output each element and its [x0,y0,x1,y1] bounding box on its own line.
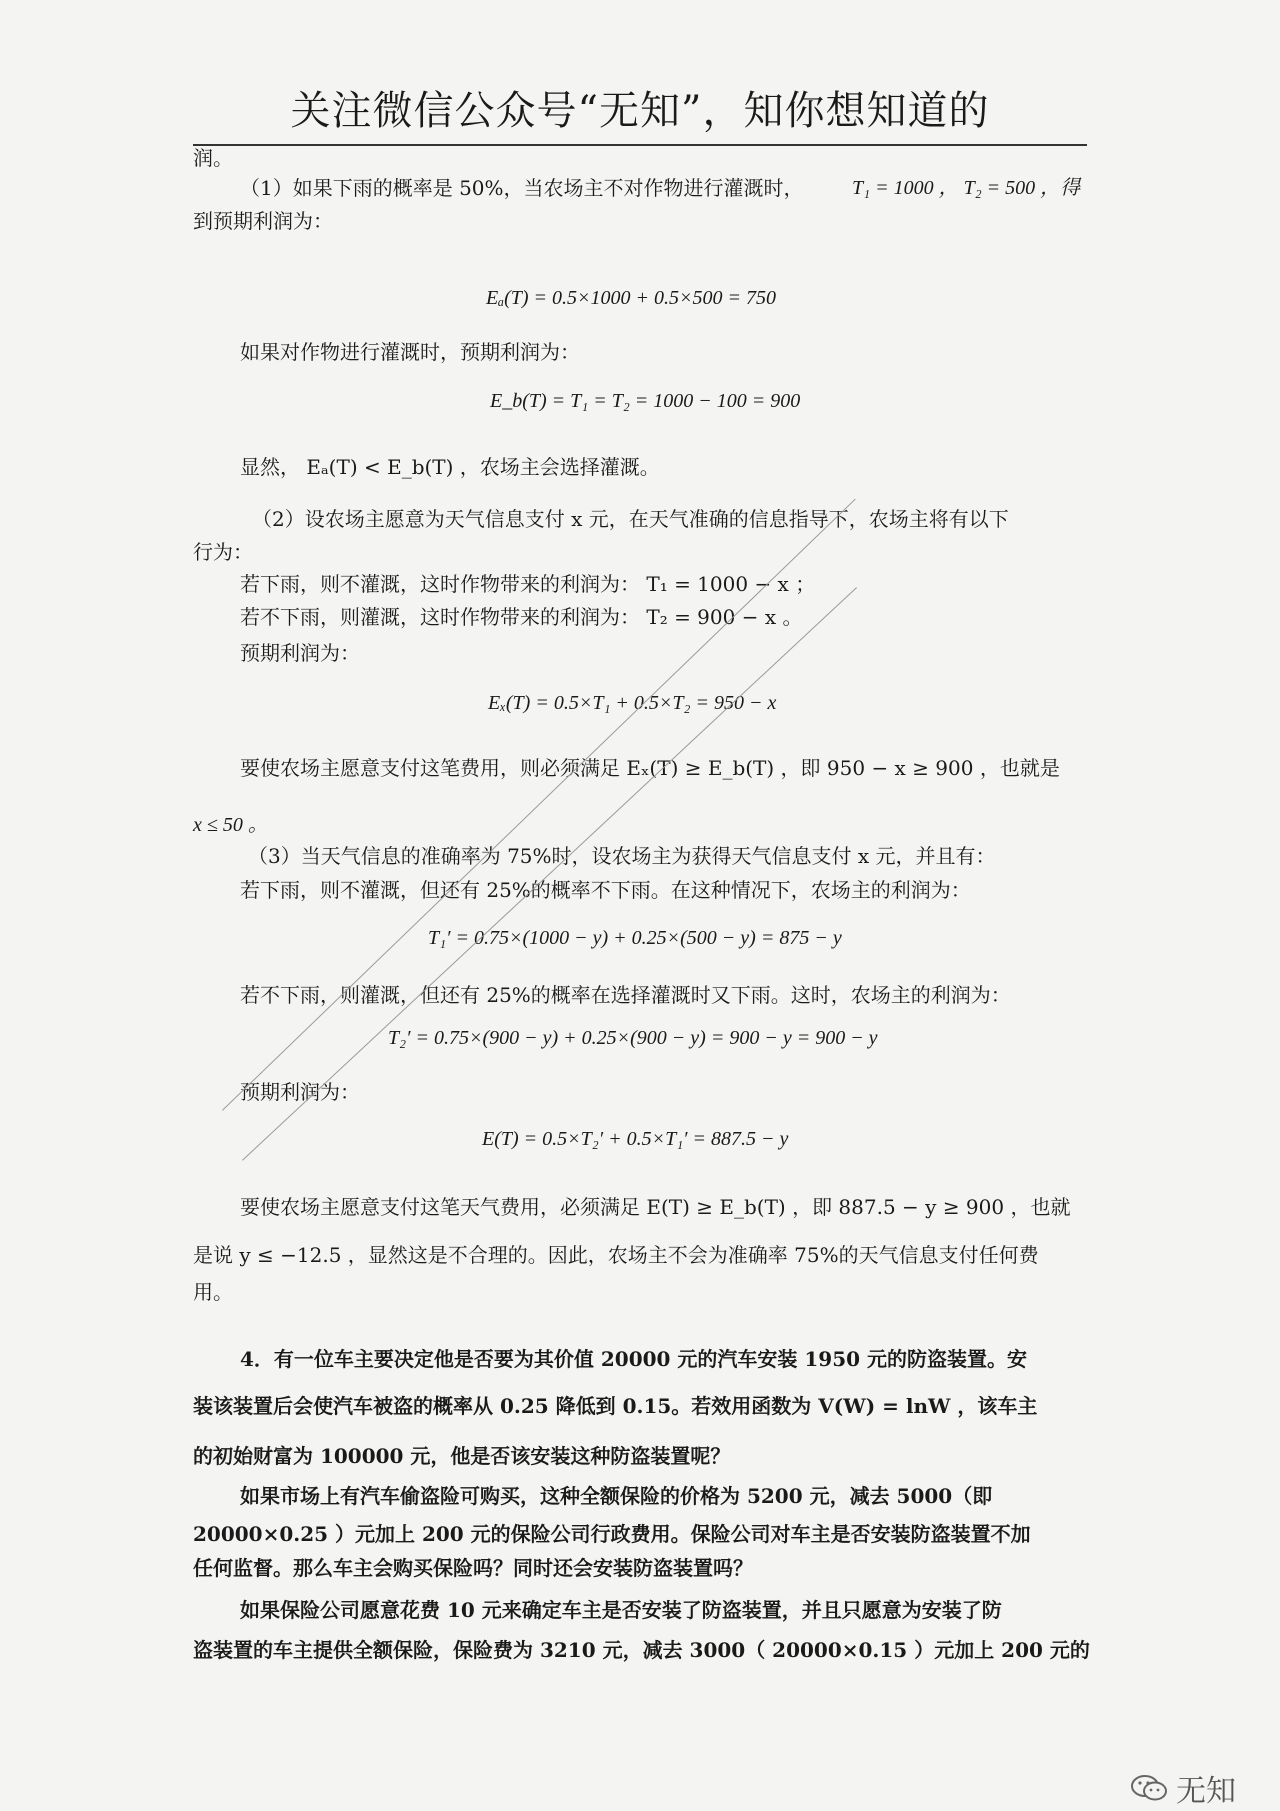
text-line: （3）当天气信息的准确率为 75%时，设农场主为获得天气信息支付 x 元，并且有： [248,844,996,868]
scan-line [242,587,857,1161]
text-line: 行为： [193,540,253,564]
text-line: 要使农场主愿意支付这笔天气费用，必须满足 E(T) ≥ E_b(T) ，即 887.5 − y ≥ 900 ，也就 [240,1195,1071,1219]
equation: E(T) = 0.5×T₂′ + 0.5×T₁′ = 887.5 − y [482,1128,789,1150]
header-rule [193,144,1087,146]
question-line: 如果保险公司愿意花费 10 元来确定车主是否安装了防盗装置，并且只愿意为安装了防 [240,1598,1002,1622]
text-line: 要使农场主愿意支付这笔费用，则必须满足 Eₓ(T) ≥ E_b(T) ，即 950 − x ≥ 900 ，也就是 [240,756,1060,780]
equation: E_b(T) = T₁ = T₂ = 1000 − 100 = 900 [490,390,801,412]
question-line: 的初始财富为 100000 元，他是否该安装这种防盗装置呢？ [193,1444,731,1468]
text-line: 润。 [193,146,233,170]
text-line: 若不下雨，则灌溉，但还有 25%的概率在选择灌溉时又下雨。这时，农场主的利润为： [240,983,1011,1007]
text-line: x ≤ 50 。 [193,814,268,836]
formula-inline: T₁ = 1000 ， T₂ = 500 ，得 [852,177,1081,199]
page-header: 关注微信公众号“无知”，知你想知道的 [290,88,990,134]
question-line: 20000×0.25 ）元加上 200 元的保险公司行政费用。保险公司对车主是否安装防盗装置不加 [193,1522,1031,1546]
text-line: （1）如果下雨的概率是 50%，当农场主不对作物进行灌溉时， [240,176,804,200]
text-line: 若下雨，则不灌溉，这时作物带来的利润为： T₁ = 1000 − x ； [240,572,816,596]
question-line: 任何监督。那么车主会购买保险吗？同时还会安装防盗装置吗？ [193,1556,753,1580]
text-line: （2）设农场主愿意为天气信息支付 x 元，在天气准确的信息指导下，农场主将有以下 [252,507,1009,531]
text-line: 预期利润为： [240,641,360,665]
equation: T₁′ = 0.75×(1000 − y) + 0.25×(500 − y) = 875 − y [428,927,842,949]
question-line: 盗装置的车主提供全额保险，保险费为 3210 元，减去 3000（ 20000×0.15 ）元加上 200 元的 [193,1638,1090,1662]
text-line: 预期利润为： [240,1080,360,1104]
text-line: 若不下雨，则灌溉，这时作物带来的利润为： T₂ = 900 − x 。 [240,605,803,629]
watermark [1130,1766,1236,1810]
equation: Eₐ(T) = 0.5×1000 + 0.5×500 = 750 [486,287,776,309]
text-line: 是说 y ≤ −12.5 ，显然这是不合理的。因此，农场主不会为准确率 75%的天气信息支付任何费 [193,1243,1039,1267]
text-line: 到预期利润为： [193,209,333,233]
question-line: 装该装置后会使汽车被盗的概率从 0.25 降低到 0.15。若效用函数为 V(W) = lnW ，该车主 [193,1394,1038,1418]
question-line: 如果市场上有汽车偷盗险可购买，这种全额保险的价格为 5200 元，减去 5000（即 [240,1484,993,1508]
wechat-icon [1130,1773,1168,1803]
text-line: 用。 [193,1280,233,1304]
question-line: 4．有一位车主要决定他是否要为其价值 20000 元的汽车安装 1950 元的防盗装置。安 [240,1347,1028,1371]
watermark-label: 无知 [1176,1774,1236,1809]
text-line: 如果对作物进行灌溉时，预期利润为： [240,340,580,364]
equation: T₂′ = 0.75×(900 − y) + 0.25×(900 − y) = 900 − y = 900 − y [388,1027,878,1049]
text-line: 若下雨，则不灌溉，但还有 25%的概率不下雨。在这种情况下，农场主的利润为： [240,878,971,902]
equation: Eₓ(T) = 0.5×T₁ + 0.5×T₂ = 950 − x [488,692,777,714]
text-line: 显然， Eₐ(T) < E_b(T) ，农场主会选择灌溉。 [240,455,660,479]
